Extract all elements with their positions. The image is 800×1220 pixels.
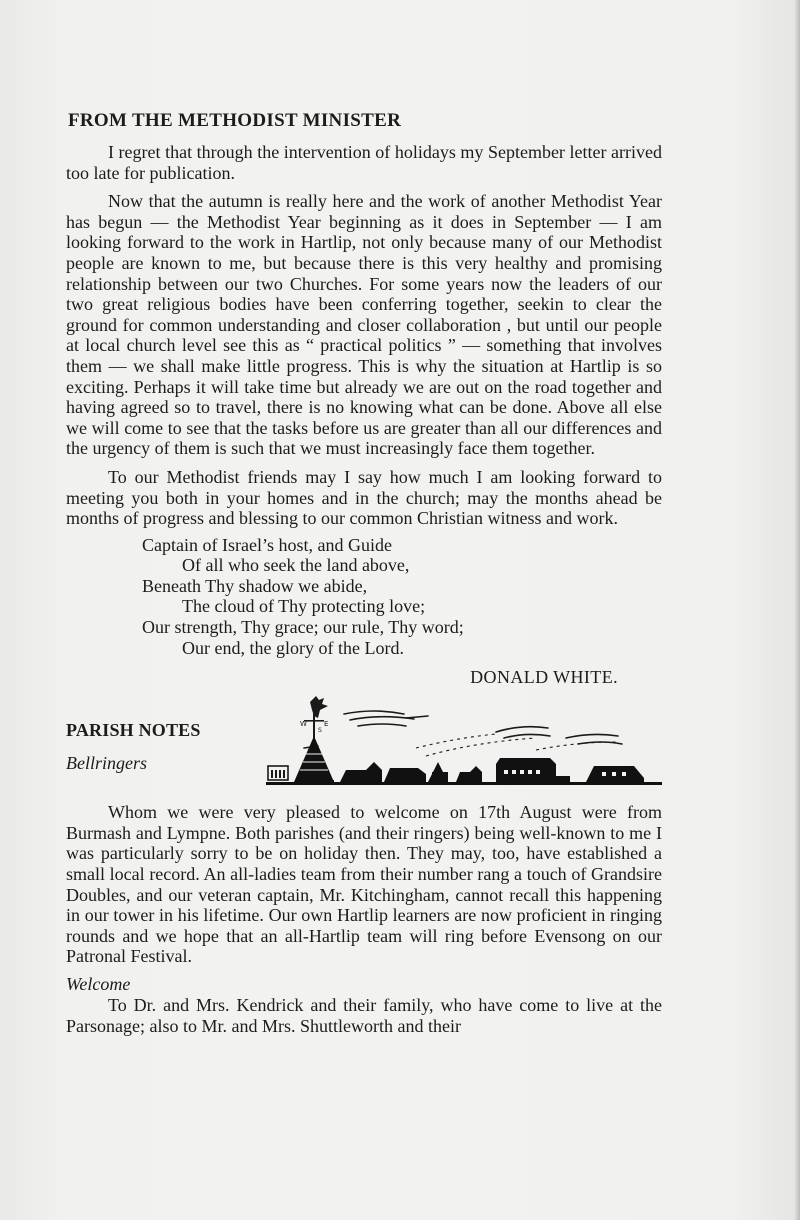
bellringers-paragraph: Whom we were very pleased to welcome on 17th August were from Burmash and Lympne. Both parishes (and their ringers) being well-known to me I was particularly sorry to be on holiday then. They may, too, have established a small local record. An all-ladies team from their number rang a touch of Grandsire Doubles, and our veteran captain, Mr. Kitchingham, cannot recall this happening in our tower in his lifetime. Our own Hartlip learners are now proficient in ringing rounds and we hope that an all-Hartlip team will ring before Evensong on our Patronal Festival. xyxy=(66,802,662,967)
methodist-heading: FROM THE METHODIST MINISTER xyxy=(68,110,402,131)
verse-line-3: Beneath Thy shadow we abide, xyxy=(142,575,368,596)
verse-line-1: Captain of Israel’s host, and Guide xyxy=(142,534,392,555)
bellringers-subheading: Bellringers xyxy=(66,753,147,774)
welcome-paragraph: To Dr. and Mrs. Kendrick and their family, who have come to live at the Parsonage; also to Mr. and Mrs. Shuttleworth and their xyxy=(66,995,662,1036)
welcome-subheading: Welcome xyxy=(66,974,131,994)
parish-notes-heading: PARISH NOTES xyxy=(66,720,201,741)
signature: DONALD WHITE. xyxy=(470,667,618,688)
methodist-paragraph-1: I regret that through the intervention of holidays my September letter arrived too late for publication. xyxy=(66,142,662,183)
page-content xyxy=(66,110,662,1036)
verse-line-2: Of all who seek the land above, xyxy=(182,555,410,576)
svg-text:S: S xyxy=(318,727,322,735)
methodist-paragraph-3: To our Methodist friends may I say how much I am looking forward to meeting you both in your homes and in the church; may the months ahead be months of progress and blessing to our common Christian witness and work. xyxy=(66,466,662,529)
hymn-verse xyxy=(66,535,662,659)
svg-text:E: E xyxy=(324,720,329,729)
village-weathervane-illustration xyxy=(266,692,662,788)
svg-text:W: W xyxy=(300,720,307,729)
methodist-paragraph-2: Now that the autumn is really here and the work of another Methodist Year has begun — the Methodist Year beginning as it does in September — I am looking forward to the work in Hartlip, not only because many of our Methodist people are known to me, but because there is this very healthy and promising relationship between our two Churches. For some years now the leaders of our two great religious bodies have been conferring together, seekin to clear the ground for common understanding and closer collaboration , but until our people at local church level see this as “ practical politics ” — something that involves them — we shall make little progress. This is why the situation at Hartlip is so exciting. Perhaps it will take time but already we are out on the road together and having agreed so to travel, there is no knowing what can be done. Above all else we will come to see that the tasks before us are greater than all our differences and the urgency of them is such that we must increasingly face them together. xyxy=(66,191,662,459)
verse-line-6: Our end, the glory of the Lord. xyxy=(182,637,404,658)
verse-line-5: Our strength, Thy grace; our rule, Thy word; xyxy=(142,617,464,638)
parish-notes-header xyxy=(66,692,662,792)
page-edge-shadow xyxy=(794,0,800,1220)
verse-line-4: The cloud of Thy protecting love; xyxy=(182,596,426,617)
